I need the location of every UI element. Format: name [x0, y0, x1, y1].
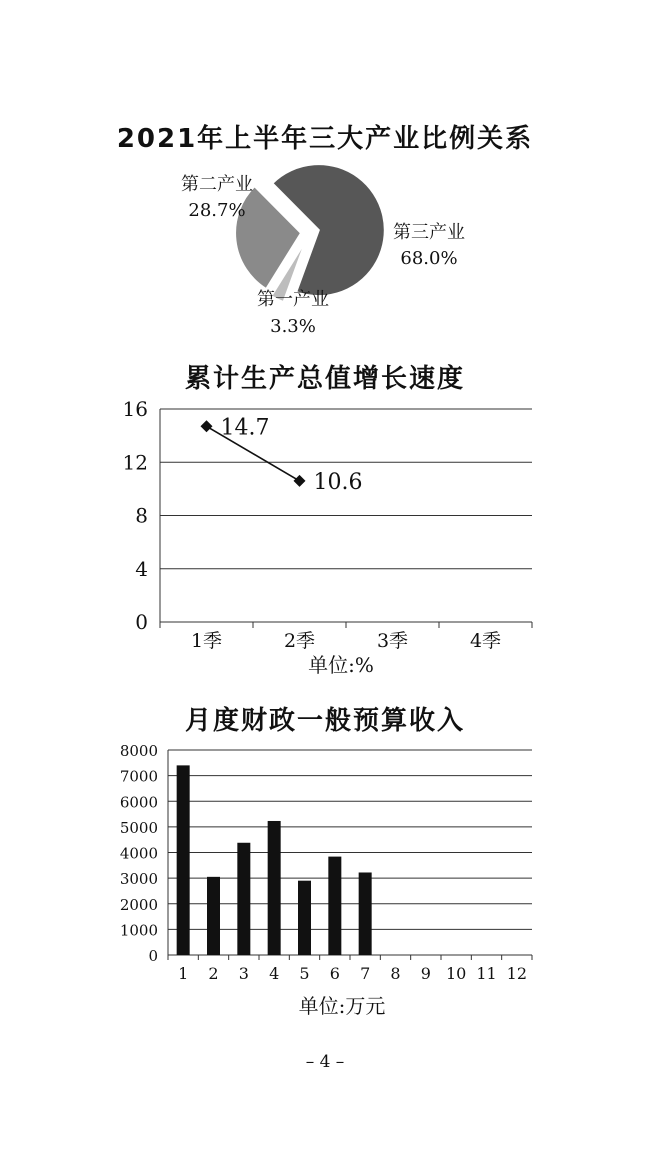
bar-xtick-1: 2	[208, 964, 219, 983]
line-xtick-2: 3季	[376, 630, 409, 652]
bar-xtick-0: 1	[178, 964, 189, 983]
bar-2	[237, 843, 250, 955]
bar-xtick-11: 12	[506, 964, 528, 983]
bar-xtick-4: 5	[299, 964, 310, 983]
bar-5	[328, 857, 341, 955]
bar-xtick-6: 7	[360, 964, 371, 983]
page-number: – 4 –	[305, 1052, 345, 1072]
bar-ytick-1: 1000	[119, 921, 158, 940]
pie-label-0: 第一产业	[257, 289, 329, 310]
line-ytick-0: 0	[135, 610, 148, 634]
line-data-label-1: 10.6	[313, 469, 363, 495]
bar-xtick-7: 8	[390, 964, 401, 983]
bar-ytick-8: 8000	[119, 742, 158, 760]
line-xtick-0: 1季	[190, 630, 223, 652]
bar-xtick-8: 9	[420, 964, 431, 983]
pie-chart-title: 2021年上半年三大产业比例关系	[116, 124, 534, 154]
bar-xtick-3: 4	[269, 964, 280, 983]
bar-ytick-2: 2000	[119, 895, 158, 914]
bar-chart-title: 月度财政一般预算收入	[184, 706, 465, 736]
pie-value-label-0: 3.3%	[270, 316, 316, 337]
bar-3	[268, 821, 281, 955]
pie-label-1: 第二产业	[181, 174, 253, 195]
line-ytick-3: 12	[122, 450, 148, 475]
bar-ytick-6: 6000	[119, 793, 158, 812]
bar-xtick-10: 11	[476, 964, 497, 983]
line-xtick-1: 2季	[283, 630, 316, 652]
bar-ytick-3: 3000	[119, 870, 158, 889]
bar-ytick-0: 0	[148, 947, 158, 965]
line-unit-label: 单位:%	[308, 653, 374, 677]
pie-label-2: 第三产业	[393, 222, 465, 243]
bar-1	[207, 877, 220, 955]
bar-4	[298, 881, 311, 955]
bar-unit-label: 单位:万元	[298, 994, 386, 1018]
bar-xtick-5: 6	[329, 964, 340, 983]
bar-6	[359, 872, 372, 955]
pie-value-label-1: 28.7%	[188, 200, 246, 221]
line-data-label-0: 14.7	[220, 415, 270, 441]
pie-value-label-2: 68.0%	[400, 248, 458, 269]
line-ytick-1: 4	[135, 556, 148, 581]
bar-ytick-7: 7000	[119, 767, 158, 786]
bar-xtick-2: 3	[238, 964, 249, 983]
line-ytick-2: 8	[135, 503, 148, 528]
line-xtick-3: 4季	[469, 630, 502, 652]
bar-ytick-4: 4000	[119, 844, 158, 863]
bar-xtick-9: 10	[445, 964, 467, 983]
bar-0	[177, 765, 190, 955]
line-chart-title: 累计生产总值增长速度	[184, 364, 465, 394]
line-ytick-4: 16	[122, 397, 148, 421]
bar-ytick-5: 5000	[119, 818, 158, 837]
